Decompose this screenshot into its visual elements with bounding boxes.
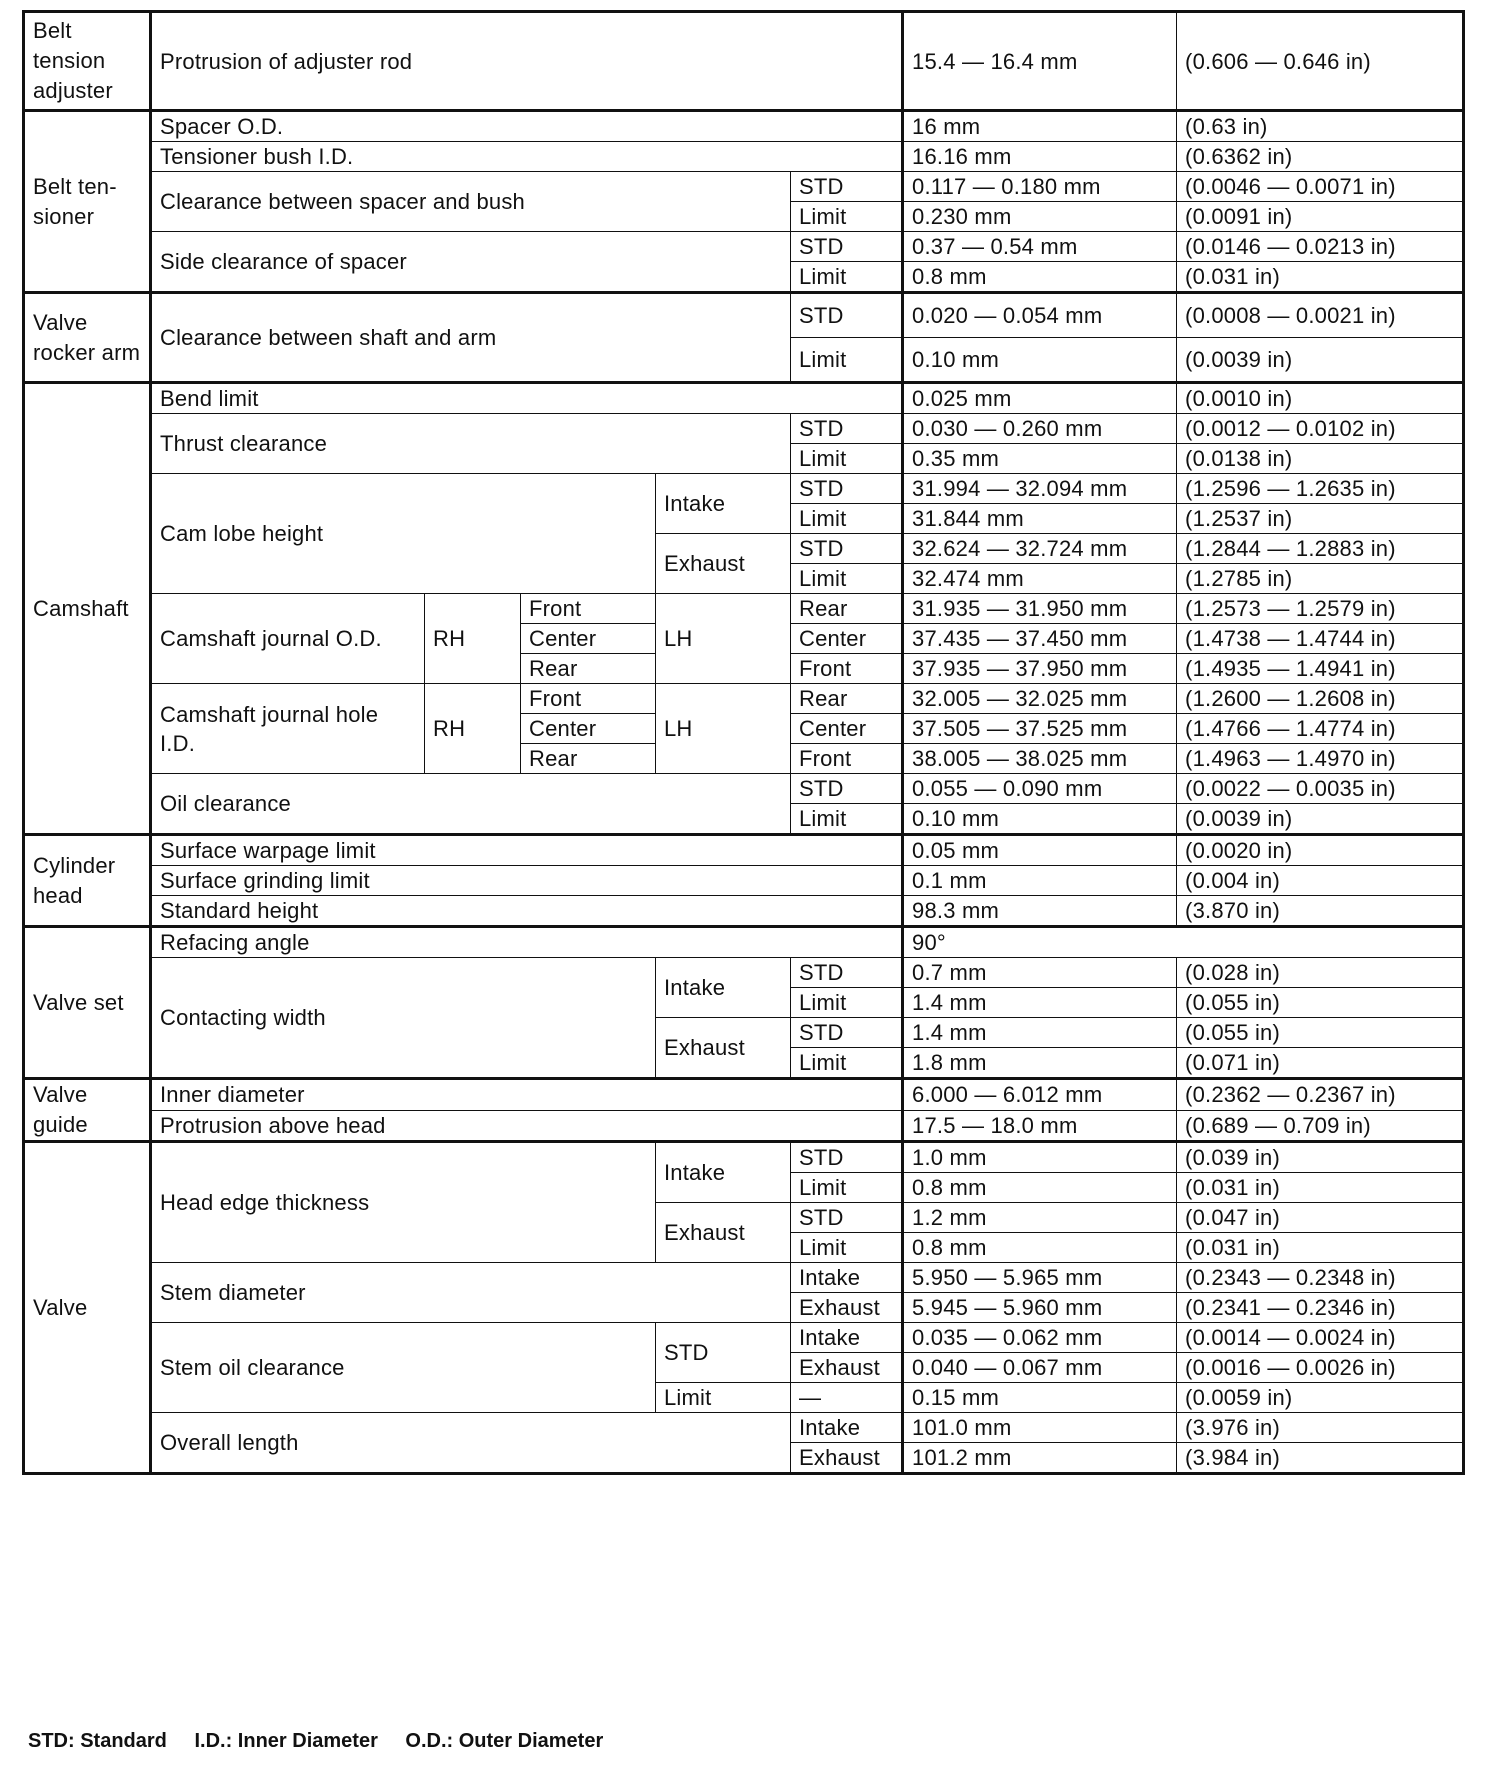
position-cell: Center [791, 714, 903, 744]
item-cell: Side clearance of spacer [151, 232, 791, 293]
position-cell: Rear [521, 654, 656, 684]
component-cell: Belt tension adjuster [24, 12, 151, 111]
imperial-value: (0.0020 in) [1177, 835, 1464, 866]
item-cell: Refacing angle [151, 927, 903, 958]
metric-value: 0.15 mm [903, 1383, 1177, 1413]
imperial-value: (0.0022 — 0.0035 in) [1177, 774, 1464, 804]
table-row [24, 293, 1464, 338]
imperial-value: (3.976 in) [1177, 1413, 1464, 1443]
metric-value: 98.3 mm [903, 896, 1177, 927]
metric-value: 1.8 mm [903, 1048, 1177, 1079]
component-cell: Cylinder head [24, 835, 151, 927]
table-row [24, 12, 1464, 111]
metric-value: 37.435 — 37.450 mm [903, 624, 1177, 654]
spec-type: Limit [791, 1173, 903, 1203]
imperial-value: (0.0012 — 0.0102 in) [1177, 414, 1464, 444]
item-cell: Camshaft journal hole I.D. [151, 684, 425, 774]
imperial-value: (1.4935 — 1.4941 in) [1177, 654, 1464, 684]
table-row [24, 896, 1464, 927]
sub-item-cell: STD [656, 1323, 791, 1383]
side-cell: RH [425, 684, 521, 774]
table-row [24, 927, 1464, 958]
position-cell: Rear [521, 744, 656, 774]
metric-value: 32.474 mm [903, 564, 1177, 594]
spec-type: Limit [791, 1048, 903, 1079]
sub-item-cell: Intake [656, 474, 791, 534]
spec-type: Exhaust [791, 1293, 903, 1323]
imperial-value: (0.6362 in) [1177, 142, 1464, 172]
imperial-value: (0.2362 — 0.2367 in) [1177, 1079, 1464, 1111]
item-cell: Head edge thickness [151, 1142, 656, 1263]
imperial-value: (0.0016 — 0.0026 in) [1177, 1353, 1464, 1383]
imperial-value: (0.028 in) [1177, 958, 1464, 988]
item-cell: Stem oil clearance [151, 1323, 656, 1413]
metric-value: 31.935 — 31.950 mm [903, 594, 1177, 624]
spec-type: STD [791, 958, 903, 988]
table-row [24, 774, 1464, 804]
table-row [24, 414, 1464, 444]
spec-type: Limit [791, 804, 903, 835]
metric-value: 0.8 mm [903, 262, 1177, 293]
table-row [24, 1110, 1464, 1142]
imperial-value: (0.004 in) [1177, 866, 1464, 896]
imperial-value: (1.2573 — 1.2579 in) [1177, 594, 1464, 624]
imperial-value: (0.0039 in) [1177, 338, 1464, 383]
component-cell: Camshaft [24, 383, 151, 835]
imperial-value: (0.031 in) [1177, 1173, 1464, 1203]
imperial-value: (0.0010 in) [1177, 383, 1464, 414]
metric-value: 101.0 mm [903, 1413, 1177, 1443]
imperial-value: (0.071 in) [1177, 1048, 1464, 1079]
metric-value: 0.35 mm [903, 444, 1177, 474]
table-row [24, 142, 1464, 172]
component-cell: Belt ten-sioner [24, 111, 151, 293]
item-cell: Cam lobe height [151, 474, 656, 594]
sub-item-cell: Intake [656, 958, 791, 1018]
imperial-value: (1.2600 — 1.2608 in) [1177, 684, 1464, 714]
metric-value: 1.4 mm [903, 988, 1177, 1018]
table-row [24, 958, 1464, 988]
imperial-value: (3.870 in) [1177, 896, 1464, 927]
spec-type: Intake [791, 1413, 903, 1443]
abbreviation-legend [28, 1730, 625, 1753]
spec-type: — [791, 1383, 903, 1413]
item-cell: Surface grinding limit [151, 866, 903, 896]
legend-id: I.D.: Inner Diameter [194, 1730, 378, 1752]
spec-type: Limit [791, 202, 903, 232]
item-cell: Overall length [151, 1413, 791, 1474]
position-cell: Front [791, 654, 903, 684]
metric-value: 16.16 mm [903, 142, 1177, 172]
imperial-value: (1.2537 in) [1177, 504, 1464, 534]
metric-value: 16 mm [903, 111, 1177, 142]
spec-type: STD [791, 1018, 903, 1048]
metric-value: 1.4 mm [903, 1018, 1177, 1048]
metric-value: 0.230 mm [903, 202, 1177, 232]
table-row [24, 1142, 1464, 1173]
spec-type: Intake [791, 1263, 903, 1293]
spec-type: STD [791, 293, 903, 338]
spec-type: Limit [791, 444, 903, 474]
position-cell: Center [521, 624, 656, 654]
spec-type: STD [791, 414, 903, 444]
imperial-value: (1.4738 — 1.4744 in) [1177, 624, 1464, 654]
metric-value: 1.2 mm [903, 1203, 1177, 1233]
component-cell: Valve rocker arm [24, 293, 151, 383]
imperial-value: (0.039 in) [1177, 1142, 1464, 1173]
spec-type: Limit [791, 564, 903, 594]
metric-value: 0.7 mm [903, 958, 1177, 988]
spec-type: STD [791, 1142, 903, 1173]
position-cell: Rear [791, 594, 903, 624]
table-row [24, 111, 1464, 142]
item-cell: Protrusion above head [151, 1110, 903, 1142]
item-cell: Stem diameter [151, 1263, 791, 1323]
legend-od: O.D.: Outer Diameter [405, 1730, 604, 1752]
item-cell: Bend limit [151, 383, 903, 414]
spec-type: STD [791, 172, 903, 202]
item-cell: Spacer O.D. [151, 111, 903, 142]
side-cell: RH [425, 594, 521, 684]
imperial-value: (0.689 — 0.709 in) [1177, 1110, 1464, 1142]
metric-value: 0.035 — 0.062 mm [903, 1323, 1177, 1353]
imperial-value: (0.0091 in) [1177, 202, 1464, 232]
table-row [24, 1323, 1464, 1353]
metric-value: 0.8 mm [903, 1173, 1177, 1203]
metric-value: 0.1 mm [903, 866, 1177, 896]
item-cell: Clearance between spacer and bush [151, 172, 791, 232]
metric-value: 5.950 — 5.965 mm [903, 1263, 1177, 1293]
spec-type: Exhaust [791, 1443, 903, 1474]
table-row [24, 172, 1464, 202]
imperial-value: (0.0146 — 0.0213 in) [1177, 232, 1464, 262]
table-row [24, 1263, 1464, 1293]
spec-type: STD [791, 534, 903, 564]
position-cell: Center [791, 624, 903, 654]
imperial-value: (0.055 in) [1177, 1018, 1464, 1048]
table-row [24, 594, 1464, 624]
component-cell: Valve guide [24, 1079, 151, 1142]
metric-value: 0.030 — 0.260 mm [903, 414, 1177, 444]
metric-value: 0.37 — 0.54 mm [903, 232, 1177, 262]
imperial-value: (0.606 — 0.646 in) [1177, 12, 1464, 111]
metric-value: 32.005 — 32.025 mm [903, 684, 1177, 714]
metric-value: 90° [903, 927, 1464, 958]
spec-type: Limit [791, 504, 903, 534]
metric-value: 6.000 — 6.012 mm [903, 1079, 1177, 1111]
item-cell: Inner diameter [151, 1079, 903, 1111]
position-cell: Front [791, 744, 903, 774]
imperial-value: (1.4766 — 1.4774 in) [1177, 714, 1464, 744]
item-cell: Clearance between shaft and arm [151, 293, 791, 383]
spec-type: Exhaust [791, 1353, 903, 1383]
spec-type: Limit [791, 1233, 903, 1263]
item-cell: Standard height [151, 896, 903, 927]
metric-value: 5.945 — 5.960 mm [903, 1293, 1177, 1323]
table-row [24, 232, 1464, 262]
metric-value: 31.994 — 32.094 mm [903, 474, 1177, 504]
spec-type: STD [791, 232, 903, 262]
imperial-value: (0.2343 — 0.2348 in) [1177, 1263, 1464, 1293]
imperial-value: (1.2596 — 1.2635 in) [1177, 474, 1464, 504]
imperial-value: (0.031 in) [1177, 1233, 1464, 1263]
item-cell: Tensioner bush I.D. [151, 142, 903, 172]
imperial-value: (0.0046 — 0.0071 in) [1177, 172, 1464, 202]
table-row [24, 684, 1464, 714]
imperial-value: (0.0039 in) [1177, 804, 1464, 835]
item-cell: Protrusion of adjuster rod [151, 12, 903, 111]
sub-item-cell: Limit [656, 1383, 791, 1413]
metric-value: 17.5 — 18.0 mm [903, 1110, 1177, 1142]
legend-std: STD: Standard [28, 1730, 167, 1752]
imperial-value: (0.2341 — 0.2346 in) [1177, 1293, 1464, 1323]
side-cell: LH [656, 684, 791, 774]
item-cell: Surface warpage limit [151, 835, 903, 866]
metric-value: 31.844 mm [903, 504, 1177, 534]
imperial-value: (3.984 in) [1177, 1443, 1464, 1474]
spec-type: Limit [791, 262, 903, 293]
spec-type: STD [791, 774, 903, 804]
table-row [24, 1079, 1464, 1111]
imperial-value: (0.055 in) [1177, 988, 1464, 1018]
position-cell: Front [521, 594, 656, 624]
imperial-value: (0.63 in) [1177, 111, 1464, 142]
metric-value: 0.040 — 0.067 mm [903, 1353, 1177, 1383]
imperial-value: (0.0008 — 0.0021 in) [1177, 293, 1464, 338]
imperial-value: (1.2844 — 1.2883 in) [1177, 534, 1464, 564]
spec-table [22, 10, 1465, 1475]
side-cell: LH [656, 594, 791, 684]
spec-type: Limit [791, 988, 903, 1018]
metric-value: 1.0 mm [903, 1142, 1177, 1173]
imperial-value: (1.2785 in) [1177, 564, 1464, 594]
metric-value: 0.025 mm [903, 383, 1177, 414]
table-row [24, 1413, 1464, 1443]
sub-item-cell: Exhaust [656, 1018, 791, 1079]
sub-item-cell: Intake [656, 1142, 791, 1203]
metric-value: 0.05 mm [903, 835, 1177, 866]
imperial-value: (0.0059 in) [1177, 1383, 1464, 1413]
item-cell: Oil clearance [151, 774, 791, 835]
spec-type: Intake [791, 1323, 903, 1353]
metric-value: 0.020 — 0.054 mm [903, 293, 1177, 338]
imperial-value: (0.0138 in) [1177, 444, 1464, 474]
imperial-value: (0.031 in) [1177, 262, 1464, 293]
position-cell: Center [521, 714, 656, 744]
metric-value: 37.935 — 37.950 mm [903, 654, 1177, 684]
table-row [24, 866, 1464, 896]
position-cell: Rear [791, 684, 903, 714]
metric-value: 15.4 — 16.4 mm [903, 12, 1177, 111]
metric-value: 38.005 — 38.025 mm [903, 744, 1177, 774]
sub-item-cell: Exhaust [656, 534, 791, 594]
item-cell: Contacting width [151, 958, 656, 1079]
metric-value: 37.505 — 37.525 mm [903, 714, 1177, 744]
metric-value: 0.117 — 0.180 mm [903, 172, 1177, 202]
table-row [24, 474, 1464, 504]
spec-type: STD [791, 1203, 903, 1233]
spec-type: STD [791, 474, 903, 504]
metric-value: 0.10 mm [903, 338, 1177, 383]
metric-value: 32.624 — 32.724 mm [903, 534, 1177, 564]
metric-value: 101.2 mm [903, 1443, 1177, 1474]
item-cell: Camshaft journal O.D. [151, 594, 425, 684]
table-row [24, 383, 1464, 414]
sub-item-cell: Exhaust [656, 1203, 791, 1263]
component-cell: Valve set [24, 927, 151, 1079]
metric-value: 0.055 — 0.090 mm [903, 774, 1177, 804]
component-cell: Valve [24, 1142, 151, 1474]
item-cell: Thrust clearance [151, 414, 791, 474]
imperial-value: (1.4963 — 1.4970 in) [1177, 744, 1464, 774]
spec-type: Limit [791, 338, 903, 383]
metric-value: 0.10 mm [903, 804, 1177, 835]
imperial-value: (0.047 in) [1177, 1203, 1464, 1233]
table-row [24, 835, 1464, 866]
position-cell: Front [521, 684, 656, 714]
imperial-value: (0.0014 — 0.0024 in) [1177, 1323, 1464, 1353]
metric-value: 0.8 mm [903, 1233, 1177, 1263]
